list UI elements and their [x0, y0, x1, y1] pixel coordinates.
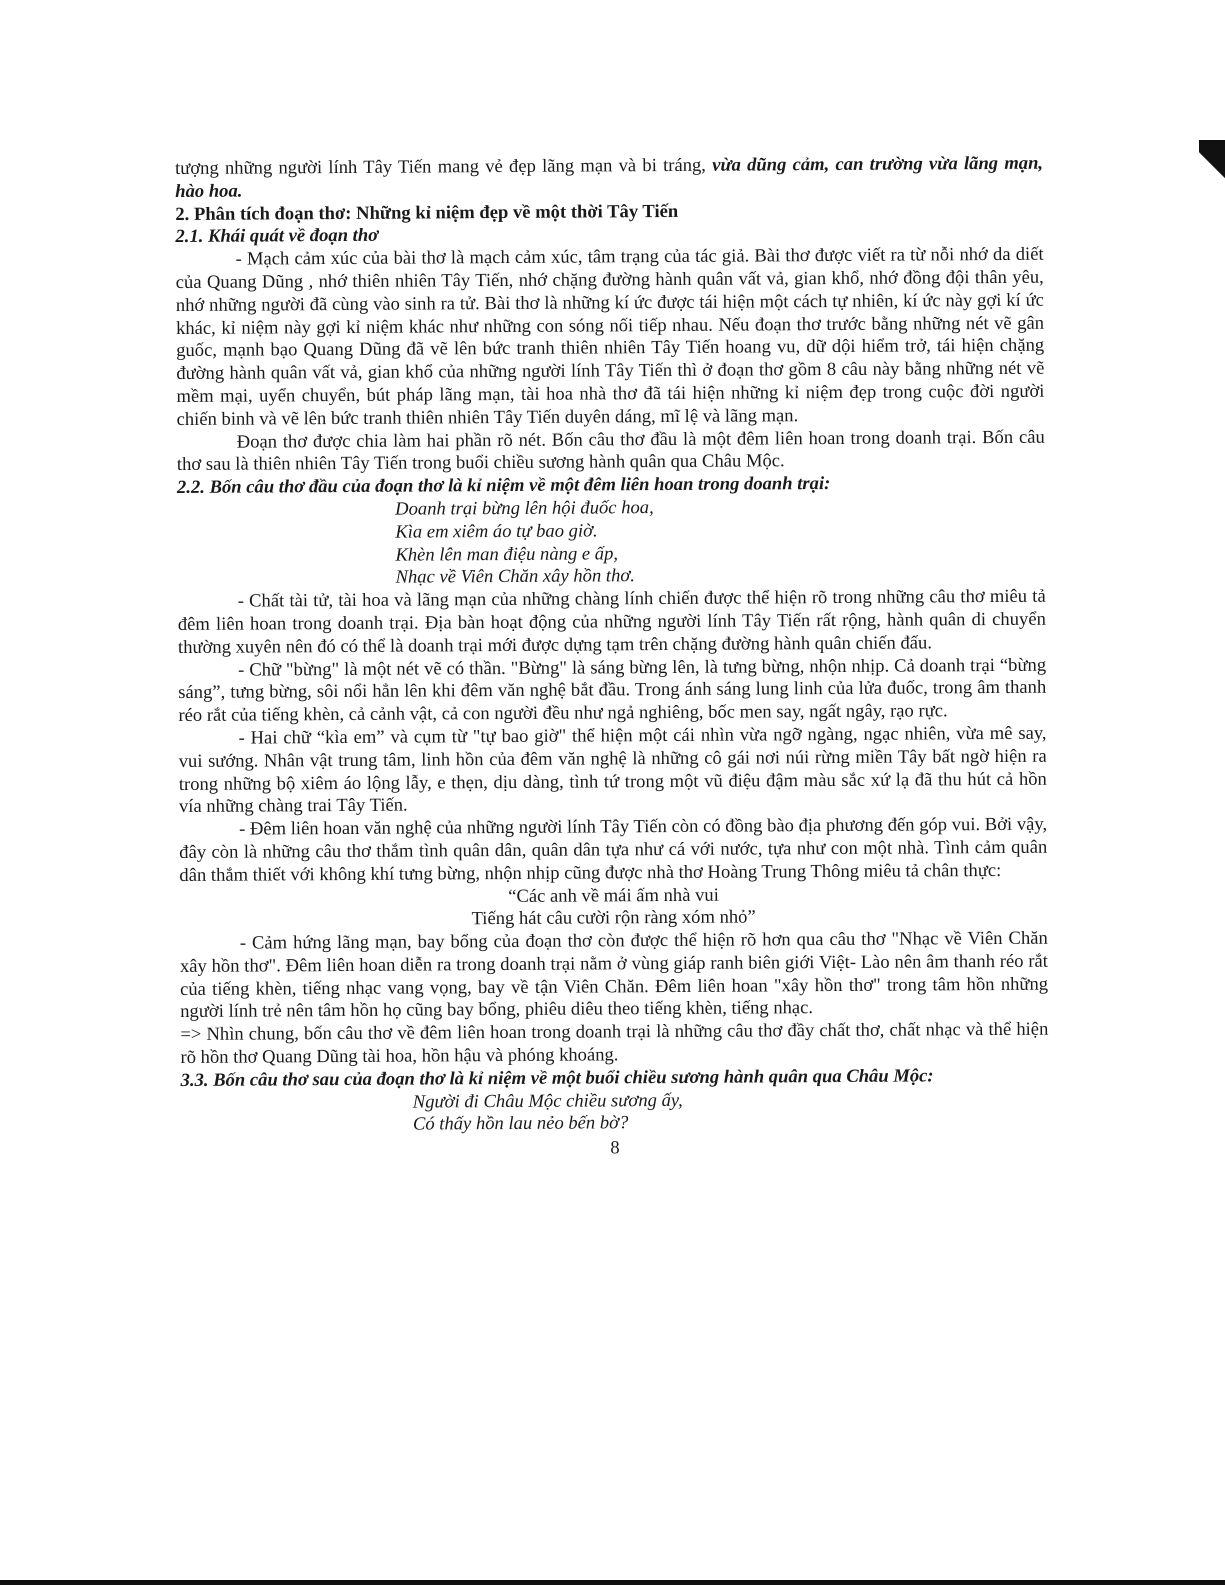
poem-stanza-2	[181, 1087, 1049, 1138]
intro-text: tượng những người lính Tây Tiến mang vẻ đẹp lãng mạn và bi tráng,	[175, 154, 713, 179]
paragraph: Đoạn thơ được chia làm hai phần rõ nét. Bốn câu thơ đầu là một đêm liên hoan trong doanh trại. Bốn câu thơ sau là thiên nhiên Tây Tiến trong buổi chiều sương hành quân qua Châu Mộc.	[176, 426, 1045, 476]
intro-emphasis: vừa dũng cảm, can trường vừa lãng mạn, hào hoa.	[175, 152, 1044, 202]
scan-corner-mark	[1199, 140, 1225, 198]
page-number: 8	[610, 1137, 620, 1159]
scan-bottom-edge	[0, 1580, 1225, 1585]
paragraph: - Hai chữ “kìa em” và cụm từ "tự bao giờ" thể hiện một cái nhìn vừa ngỡ ngàng, ngạc nhiên, vừa mê say, vui sướng. Nhân vật trung tâm, linh hồn của đêm văn nghệ là những cô gái nơi núi rừng miền Tây bất ngờ hiện ra trong những bộ xiêm áo lộng lẫy, e thẹn, dịu dàng, tình tứ trong một vũ điệu đậm màu sắc xứ lạ đã thu hút cả hồn vía những chàng trai Tây Tiến.	[178, 722, 1047, 818]
section-2-1-heading: 2.1. Khái quát về đoạn thơ	[175, 225, 379, 248]
section-2-2-heading: 2.2. Bốn câu thơ đầu của đoạn thơ là kỉ niệm về một đêm liên hoan trong doanh trại:	[176, 473, 831, 499]
poem-stanza-1	[177, 495, 1046, 591]
poem-line: Khèn lên man điệu nàng e ấp,	[395, 542, 619, 566]
paragraph: - Cảm hứng lãng mạn, bay bổng của đoạn thơ còn được thể hiện rõ hơn qua câu thơ "Nhạc về Viên Chăn xây hồn thơ". Đêm liên hoan diễn ra trong doanh trại nằm ở vùng giáp ranh biên giới Việt- Lào nên âm thanh réo rắt của tiếng khèn, tiếng nhạc vang vọng, bay về tận Viên Chăn. Đêm liên hoan "xây hồn thơ" trong tâm hồn những người lính trẻ nên tâm hồn họ cũng bay bổng, phiêu diêu theo tiếng khèn, tiếng nhạc.	[179, 927, 1049, 1023]
paragraph: - Chất tài tử, tài hoa và lãng mạn của những chàng lính chiến được thể hiện rõ trong những câu thơ miêu tả đêm liên hoan trong doanh trại. Địa bàn hoạt động của những người lính Tây Tiến rất rộng, hành quân di chuyển thường xuyên nên đó có thể là doanh trại mới được dựng tạm trên chặng đường hành quân chiến đấu.	[177, 585, 1046, 658]
section-3-3-heading: 3.3. Bốn câu thơ sau của đoạn thơ là kỉ niệm về một buổi chiều sương hành quân qua Châu Mộc:	[180, 1065, 934, 1091]
conclusion-paragraph: => Nhìn chung, bốn câu thơ về đêm liên hoan trong doanh trại là những câu thơ đầy chất thơ, chất nhạc và thể hiện rõ hồn thơ Quang Dũng tài hoa, hồn hậu và phóng khoáng.	[180, 1018, 1049, 1069]
document-page	[175, 153, 1049, 1163]
section-2-heading: 2. Phân tích đoạn thơ: Những kỉ niệm đẹp về một thời Tây Tiến	[175, 200, 679, 225]
paragraph: - Chữ "bừng" là một nét vẽ có thần. "Bừng" là sáng bừng lên, là tưng bừng, nhộn nhịp. Cả doanh trại “bừng sáng”, tưng bừng, sôi nổi hẳn lên khi đêm văn nghệ bắt đầu. Trong ánh sáng lung linh của lửa đuốc, trong âm thanh réo rắt của tiếng khèn, cả cảnh vật, cả con người đều như ngả nghiêng, bốc men say, ngất ngây, rạo rực.	[178, 654, 1047, 727]
poem-line: Nhạc về Viên Chăn xây hồn thơ.	[395, 565, 635, 589]
poem-line: Người đi Châu Mộc chiều sương ấy,	[412, 1089, 683, 1113]
intro-paragraph	[175, 153, 1043, 204]
poem-line: Doanh trại bừng lên hội đuốc hoa,	[395, 497, 654, 520]
poem-line: Kìa em xiêm áo tự bao giờ.	[395, 520, 598, 543]
poem-line: Có thấy hồn lau nẻo bến bờ?	[412, 1112, 629, 1136]
quoted-verse	[179, 882, 1047, 933]
paragraph: - Đêm liên hoan văn nghệ của những người lính Tây Tiến còn có đồng bào địa phương đến góp vui. Bởi vậy, đây còn là những câu thơ thắm tình quân dân, quân dân tựa như cá với nước, tựa như con một nhà. Tình cảm quân dân thắm thiết với không khí tưng bừng, nhộn nhịp cũng được nhà thơ Hoàng Trung Thông miêu tả chân thực:	[179, 813, 1048, 886]
quote-line: “Các anh về mái ấm nhà vui	[508, 884, 719, 907]
paragraph: - Mạch cảm xúc của bài thơ là mạch cảm xúc, tâm trạng của tác giả. Bài thơ được viết ra từ nỗi nhớ da diết của Quang Dũng , nhớ thiên nhiên Tây Tiến, nhớ chặng đường hành quân vất vả, gian khổ, nhớ đồng đội thân yêu, nhớ những người đã cùng vào sinh ra tử. Bài thơ là những kí ức được tái hiện một cách tự nhiên, kí ức này gợi kí ức khác, kỉ niệm này gợi kỉ niệm khác như những con sóng nối tiếp nhau. Nếu đoạn thơ trước bằng những nét vẽ gân guốc, mạnh bạo Quang Dũng đã vẽ lên bức tranh thiên nhiên Tây Tiến hoang vu, dữ dội hiểm trở, tái hiện chặng đường hành quân vất vả, gian khổ của những người lính Tây Tiến thì ở đoạn thơ gồm 8 câu này bằng những nét vẽ mềm mại, uyển chuyển, bút pháp lãng mạn, tài hoa nhà thơ đã tái hiện những kỉ niệm đẹp trong cuộc đời người chiến binh và vẽ lên bức tranh thiên nhiên Tây Tiến duyên dáng, mĩ lệ và lãng mạn.	[175, 243, 1045, 430]
quote-line: Tiếng hát câu cười rộn ràng xóm nhỏ”	[471, 906, 756, 930]
